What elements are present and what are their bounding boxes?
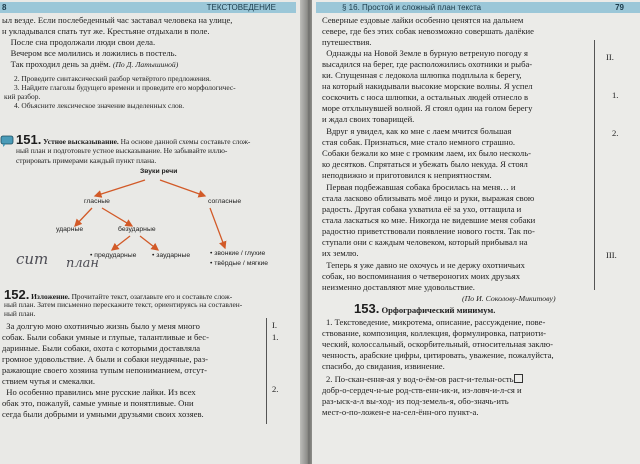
text-line: ко десятков. Спрятаться и убежать было некуда. Я стоял: [322, 159, 528, 169]
text-line: Однажды на Новой Земле в бурную ветреную погоду я: [322, 48, 528, 58]
text-line: ражающие своего хозяина тупым непониманием, отсут-: [2, 365, 208, 375]
text-line: [2, 59, 178, 70]
margin-mark: II.: [606, 52, 614, 62]
spelling-line: [322, 385, 522, 396]
text-line: и ждал своих товарищей.: [322, 114, 415, 124]
text-line: стала ласкаться ко мне. Никогда не видевшие меня собаки: [322, 215, 536, 225]
speech-icon: [0, 135, 14, 147]
margin-mark: I.: [272, 320, 278, 330]
left-page-number: 8: [2, 3, 7, 12]
text-line: неизменно доставляют мне удовольствие.: [322, 282, 475, 292]
text-line: на который накидывали высокие морские волны. Я успел: [322, 81, 533, 91]
text-line: обак это, пожалуй, самые умные и понятливые. Они: [2, 398, 194, 408]
spelling-line: мест-о-по-ложен-е на-сел-ённ-ого пункт-а.: [322, 407, 479, 417]
text-line: севере, где без этих собак невозможно совершать далёкие: [322, 26, 534, 36]
text-line: соскочить с носа шлюпки, а остальных людей отнесло в: [322, 92, 529, 102]
exercise-line: стрировать примерами каждый пункт плана.: [16, 156, 157, 165]
diagram-node: ударные: [56, 226, 84, 233]
right-margin-plan-column: [594, 40, 595, 290]
margin-plan-column: [266, 318, 267, 424]
vocab-line: 1. Текстоведение, микротема, описание, рассуждение, пове-: [326, 317, 546, 327]
diagram-node: • твёрдые / мягкие: [210, 260, 269, 267]
exercise-line: ный план. Затем письменно перескажите текст, ориентируясь на составлен-: [4, 300, 243, 309]
exercise-151-heading: [16, 132, 251, 147]
right-page-number: 79: [615, 3, 624, 12]
text-line: собак. Были собаки умные и глупые, талантливые и бес-: [2, 332, 209, 342]
left-running-head-bar: [0, 2, 296, 13]
text-line: собак, но воспоминания о четвероногих моих друзьях: [322, 271, 521, 281]
handwriting-note: план: [66, 256, 99, 271]
text-line: Теперь я уже давно не охочусь и не держу охотничьих: [322, 260, 525, 270]
text-line: Вечером все молились и ложились в постель.: [2, 48, 177, 58]
diagram-node: • заударные: [152, 252, 191, 259]
text-line: н укладывался спать тут же. Крестьяне отдыхали в поле.: [2, 26, 210, 36]
text-line: их землю.: [322, 248, 359, 258]
exercise-title: Орфографический минимум.: [381, 305, 496, 315]
source-citation: (По Д. Латышиной): [112, 60, 179, 69]
exercise-number: 152.: [4, 287, 30, 302]
exercise-153-heading: [354, 303, 495, 316]
diagram-root: Звуки речи: [140, 168, 178, 175]
exercise-title: Устное высказывание.: [43, 137, 119, 146]
text-line: стала ласково облизывать моё лицо и руки, выражая свою: [322, 193, 535, 203]
fill-in-box[interactable]: [514, 374, 523, 383]
margin-mark: 2.: [612, 128, 619, 138]
margin-mark: III.: [606, 250, 617, 260]
exercise-number: 153.: [354, 301, 380, 316]
vocab-line: спасибо, до свидания, извинение.: [322, 361, 445, 371]
margin-mark: 2.: [272, 384, 279, 394]
handwriting-note: сит: [16, 250, 49, 268]
text-line: Первая подбежавшая собака бросилась на меня… и: [322, 182, 516, 192]
text-line: даринные. Были собаки, охота с которыми доставляла: [2, 343, 201, 353]
text-line: ыл везде. Если послебеденный час заставал человека на улице,: [2, 15, 233, 25]
text-line: неподвижно и приготовился к неприятностям.: [322, 170, 492, 180]
text-line: сегда были добрыми и умными друзьями своих хозяев.: [2, 409, 204, 419]
text-line: высадился на берег, где расположились охотники и рыбa-: [322, 59, 533, 69]
text-line: Северные ездовые лайки особенно ценятся на дальнем: [322, 15, 524, 25]
diagram-node: согласные: [208, 198, 242, 205]
margin-mark: 1.: [272, 332, 279, 342]
exercise-line: ный план и подготовьте устное высказывание. Не забывайте иллю-: [16, 146, 228, 155]
text-line: После сна продолжали люди свои дела.: [2, 37, 156, 47]
right-page: [312, 0, 640, 464]
task-line: 4. Объясните лексическое значение выделенных слов.: [14, 101, 185, 110]
diagram-node: • предударные: [90, 252, 137, 259]
left-running-head: ТЕКСТОВЕДЕНИЕ: [206, 3, 276, 12]
text-line: За долгую мою охотничью жизнь было у меня много: [2, 321, 200, 331]
exercise-title: Изложение.: [31, 292, 70, 301]
text-line: Вдруг я увидел, как ко мне с лаем мчится большая: [322, 126, 512, 136]
exercise-number: 151.: [16, 132, 42, 147]
vocab-line: ческий, колоссальный, оскорбительный, относительная заклю-: [322, 339, 554, 349]
text-line: ствием чутья и смекалки.: [2, 376, 95, 386]
source-citation: (По И. Соколову-Микитову): [462, 294, 556, 303]
diagram-node: гласные: [84, 198, 110, 205]
text-line: Но особенно правились мне русские лайки. Из всех: [2, 387, 196, 397]
task-line: кий разбор.: [4, 92, 41, 101]
spelling-text: добр-о-сердеч-н-ые род-ств-енн-ик-и, из-ловч-и-л-ся и: [322, 385, 522, 395]
left-page: [0, 0, 305, 464]
margin-mark: 1.: [612, 90, 619, 100]
text-line: море отхлынувшей волной. Я стоял один на голом берегу: [322, 103, 533, 113]
spelling-line: [326, 374, 523, 385]
right-running-head-bar: [316, 2, 640, 13]
diagram-node: безударные: [118, 226, 156, 233]
text-line: радостно приветствовали появление нового гостя. Так по-: [322, 226, 535, 236]
task-line: 2. Проведите синтаксический разбор четвёртого предложения.: [14, 74, 212, 83]
spelling-text: 2. По-скан-ення-ая у вод-о-ём-ов раст-и-тельн-ость: [326, 374, 514, 384]
vocab-line: ствование, композиция, коллекция, формулировка, патриоти-: [322, 328, 546, 338]
exercise-line: Прочитайте текст, озаглавьте его и составьте слож-: [71, 292, 233, 301]
text-line: громное удовольствие. А были и собаки неудачные, раз-: [2, 354, 208, 364]
text-line: ступали они с каждым человеком, который прибывал на: [322, 237, 528, 247]
text-line: стая собак. Признаться, мне стало немного страшно.: [322, 137, 516, 147]
text-line: путешествия.: [322, 37, 372, 47]
text-line: радость. Другая собака ухватила её за ухо, оттащила и: [322, 204, 522, 214]
diagram-node: • звонкие / глухие: [210, 250, 266, 257]
text-line: ки. Спущенная с ледокола шлюпка подплыла к берегу,: [322, 70, 522, 80]
exercise-line: На основе данной схемы составьте слож-: [120, 137, 251, 146]
text-line: Собаки бежали ко мне с громким лаем, их было несколь-: [322, 148, 531, 158]
spelling-line: [322, 396, 509, 407]
right-running-head: § 16. Простой и сложный план текста: [342, 3, 482, 12]
text-line-part: Так проходил день за днём.: [2, 59, 111, 69]
vocab-line: ченность, арабские цифры, цитировать, уважение, пожалуйста,: [322, 350, 554, 360]
exercise-line: ный план.: [4, 309, 36, 318]
spelling-text: раз-ыск-а-л вы-ход- из под-земель-я, обо-значь-ить: [322, 396, 509, 406]
task-line: 3. Найдите глаголы будущего времени и проведите его морфологичес-: [14, 83, 236, 92]
